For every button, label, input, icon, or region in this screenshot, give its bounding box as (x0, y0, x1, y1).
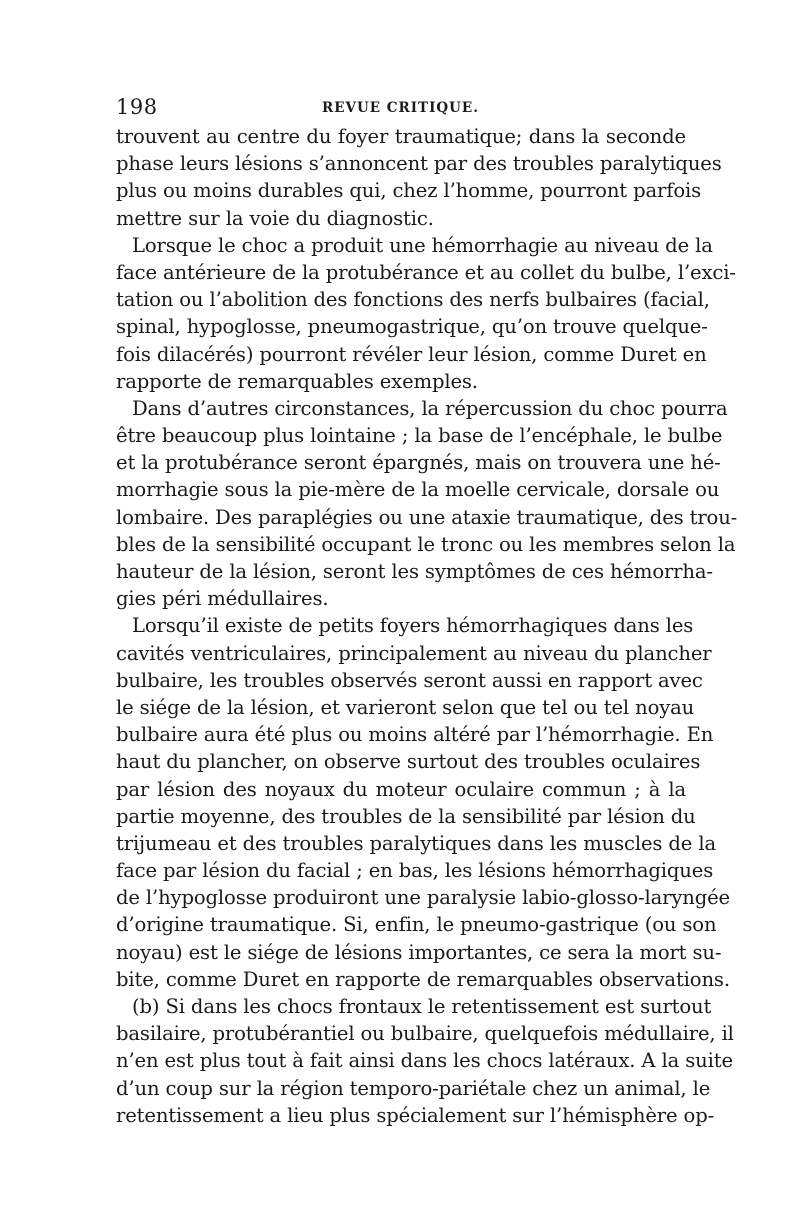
text-line: hauteur de la lésion, seront les symptômes de ces hémorrha- (116, 560, 713, 583)
text-line: le siége de la lésion, et varieront selon que tel ou tel noyau (116, 695, 695, 719)
text-line: retentissement a lieu plus spécialement sur l’hémisphère op- (116, 1103, 715, 1127)
text-line: lombaire. Des paraplégies ou une ataxie traumatique, des trou- (116, 505, 738, 529)
text-line: (b) Si dans les chocs frontaux le retentissement est surtout (132, 995, 712, 1018)
text-line: bulbaire, les troubles observés seront aussi en rapport avec (116, 668, 703, 692)
text-line: bles de la sensibilité occupant le tronc ou les membres selon la (116, 532, 736, 556)
text-line: trouvent au centre du foyer traumatique; dans la seconde (116, 125, 686, 148)
text-line: Dans d’autres circonstances, la répercussion du choc pourra (132, 396, 728, 420)
text-line: haut du plancher, on observe surtout des troubles oculaires (116, 750, 701, 774)
text-line: d’origine traumatique. Si, enfin, le pneumo-gastrique (ou son (116, 913, 717, 937)
text-line: gies péri médullaires. (116, 587, 329, 611)
page-number: 198 (116, 95, 158, 119)
paragraph-5 (116, 993, 734, 1129)
text-line: être beaucoup plus lointaine ; la base de l’encéphale, le bulbe (116, 424, 723, 448)
text-line: phase leurs lésions s’annoncent par des troubles paralytiques (116, 152, 722, 176)
text-line: morrhagie sous la pie-mère de la moelle cervicale, dorsale ou (116, 478, 720, 502)
text-line: bulbaire aura été plus ou moins altéré par l’hémorrhagie. En (116, 723, 714, 747)
text-line: plus ou moins durables qui, chez l’homme, pourront parfois (116, 179, 702, 203)
text-line: face par lésion du facial ; en bas, les lésions hémorrhagiques (116, 859, 714, 883)
page-header (116, 95, 686, 123)
text-line: mettre sur la voie du diagnostic. (116, 206, 434, 230)
text-line: d’un coup sur la région temporo-pariétale chez un animal, le (116, 1076, 711, 1100)
text-line: Lorsqu’il existe de petits foyers hémorrhagiques dans les (132, 614, 694, 638)
text-line: n’en est plus tout à fait ainsi dans les chocs latéraux. A la suite (116, 1049, 733, 1073)
text-line: noyau) est le siége de lésions importantes, ce sera la mort su- (116, 940, 722, 964)
text-line: trijumeau et des troubles paralytiques dans les muscles de la (116, 831, 716, 855)
document-page (116, 95, 738, 1129)
paragraph-2 (116, 232, 736, 395)
text-line: de l’hypoglosse produiront une paralysie labio-glosso-laryngée (116, 886, 731, 910)
running-head: REVUE CRITIQUE. (322, 100, 479, 116)
text-line: Lorsque le choc a produit une hémorrhagie au niveau de la (132, 233, 713, 257)
text-line: basilaire, protubérantiel ou bulbaire, quelquefois médullaire, il (116, 1022, 734, 1046)
paragraph-3 (116, 395, 738, 613)
text-line: fois dilacérés) pourront révéler leur lésion, comme Duret en (116, 342, 707, 366)
text-line: tation ou l’abolition des fonctions des nerfs bulbaires (facial, (116, 288, 710, 312)
text-line: spinal, hypoglosse, pneumogastrique, qu’on trouve quelque- (116, 315, 708, 339)
text-line: partie moyenne, des troubles de la sensibilité par lésion du (116, 804, 696, 828)
text-line: bite, comme Duret en rapporte de remarquables observations. (116, 967, 730, 991)
text-line: cavités ventriculaires, principalement au niveau du plancher (116, 641, 712, 665)
text-line: par lésion des noyaux du moteur oculaire commun ; à la (116, 777, 686, 801)
paragraph-4 (116, 612, 731, 993)
text-line: face antérieure de la protubérance et au collet du bulbe, l’exci- (116, 260, 736, 284)
text-line: et la protubérance seront épargnés, mais on trouvera une hé- (116, 451, 721, 475)
text-line: rapporte de remarquables exemples. (116, 369, 478, 393)
paragraph-1 (116, 123, 722, 232)
